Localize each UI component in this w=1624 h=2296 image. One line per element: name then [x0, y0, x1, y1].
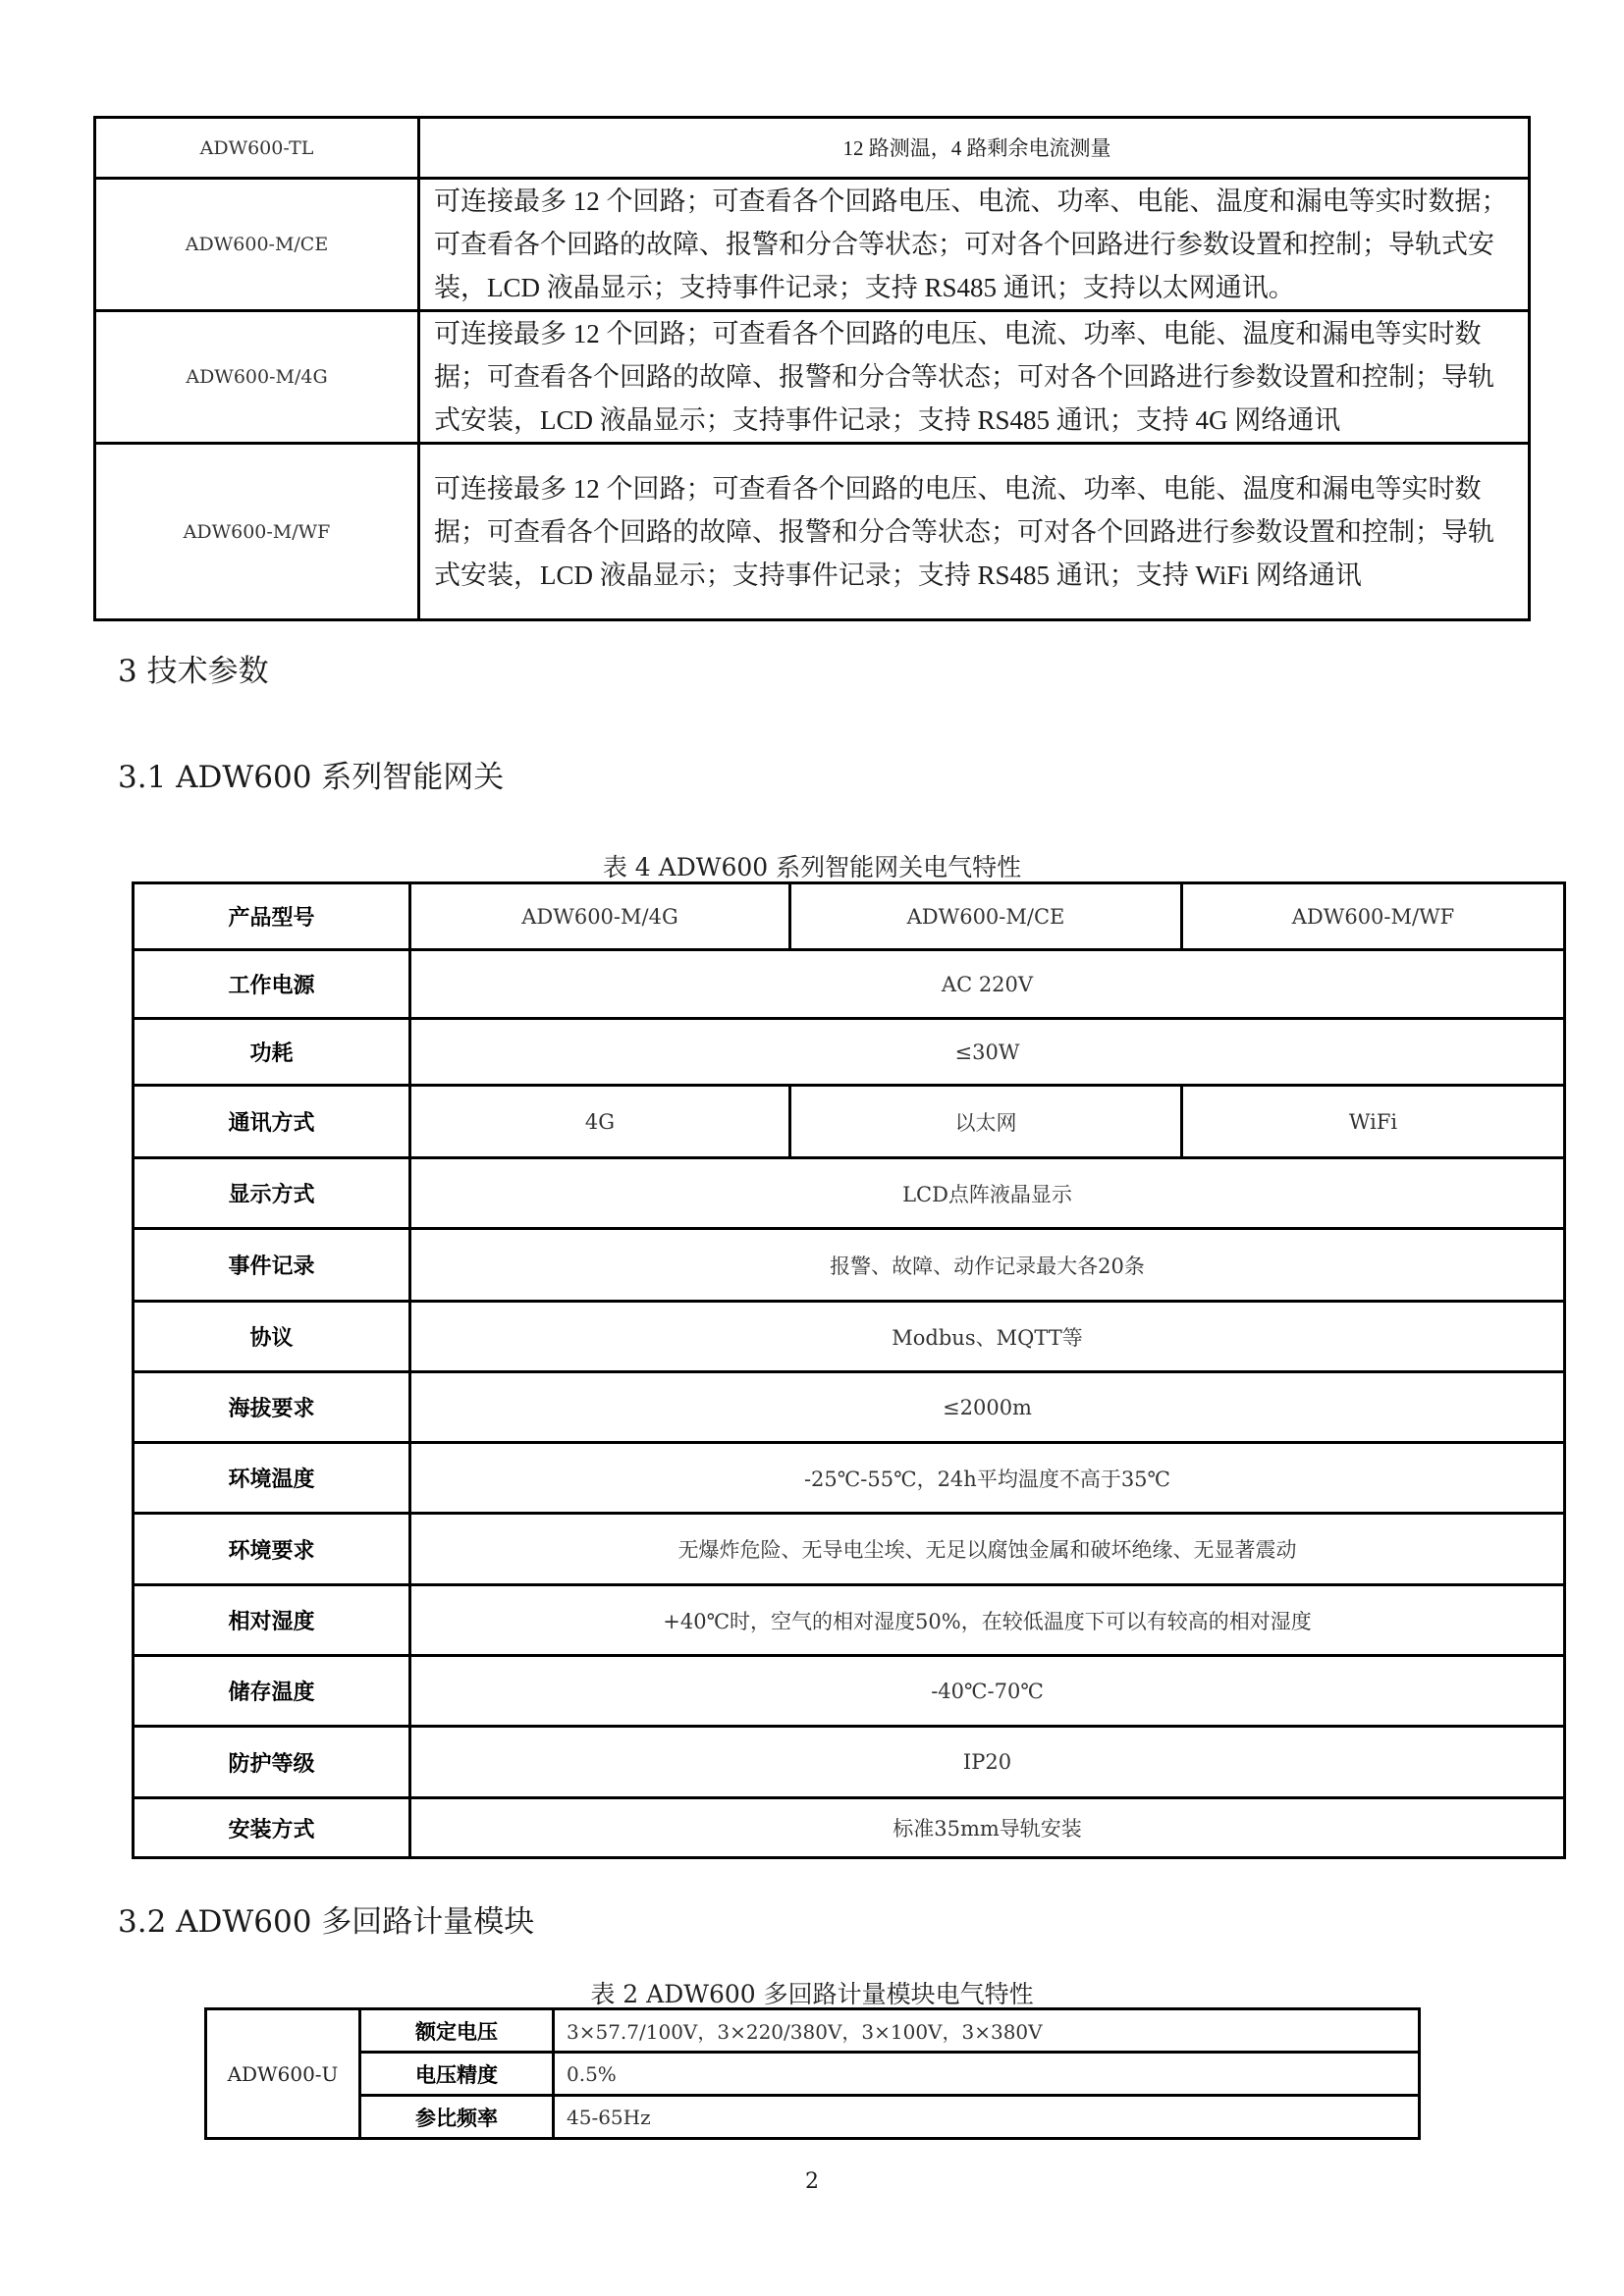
table-caption: 表 4 ADW600 系列智能网关电气特性 — [602, 853, 1022, 881]
metering-module-spec-table — [204, 2007, 1421, 2140]
page-number: 2 — [805, 2169, 819, 2194]
table-row — [95, 179, 1530, 311]
row-value: ≤30W — [410, 1019, 1565, 1086]
row-label: 海拔要求 — [134, 1372, 410, 1443]
row-label: 产品型号 — [134, 883, 410, 950]
model-header: ADW600-M/CE — [790, 883, 1182, 950]
row-label: 防护等级 — [134, 1727, 410, 1798]
row-label: 显示方式 — [134, 1158, 410, 1229]
row-value: 3×57.7/100V，3×220/380V，3×100V，3×380V — [554, 2009, 1420, 2053]
row-label: 额定电压 — [360, 2009, 554, 2053]
row-label: 电压精度 — [360, 2053, 554, 2096]
table-row — [134, 1585, 1565, 1656]
table-row — [95, 444, 1530, 620]
row-label: 工作电源 — [134, 950, 410, 1019]
row-label: 通讯方式 — [134, 1086, 410, 1158]
table-row — [134, 1158, 1565, 1229]
table-row — [95, 118, 1530, 179]
description-cell: 可连接最多 12 个回路；可查看各个回路的电压、电流、功率、电能、温度和漏电等实时数据；可查看各个回路的故障、报警和分合等状态；可对各个回路进行参数设置和控制；导轨式安装，LCD 液晶显示；支持事件记录；支持 RS485 通讯；支持 4G 网络通讯 — [419, 311, 1530, 444]
table-row — [134, 1019, 1565, 1086]
table-row — [134, 1727, 1565, 1798]
model-cell: ADW600-M/WF — [95, 444, 419, 620]
model-cell: ADW600-M/CE — [95, 179, 419, 311]
row-value: 报警、故障、动作记录最大各20条 — [410, 1229, 1565, 1302]
table-row — [206, 2009, 1420, 2053]
row-label: 相对湿度 — [134, 1585, 410, 1656]
table-row — [134, 883, 1565, 950]
model-cell: ADW600-M/4G — [95, 311, 419, 444]
table-row — [206, 2096, 1420, 2139]
row-value: Modbus、MQTT等 — [410, 1302, 1565, 1372]
row-label: 储存温度 — [134, 1656, 410, 1727]
row-value: 无爆炸危险、无导电尘埃、无足以腐蚀金属和破坏绝缘、无显著震动 — [410, 1514, 1565, 1585]
row-value: 45-65Hz — [554, 2096, 1420, 2139]
table-caption: 表 2 ADW600 多回路计量模块电气特性 — [590, 1980, 1034, 2008]
row-value: 标准35mm导轨安装 — [410, 1798, 1565, 1858]
comm-value: 以太网 — [790, 1086, 1182, 1158]
model-cell: ADW600-TL — [95, 118, 419, 179]
table-row — [134, 1372, 1565, 1443]
section-heading: 3.2 ADW600 多回路计量模块 — [118, 1904, 535, 1940]
description-cell: 可连接最多 12 个回路；可查看各个回路的电压、电流、功率、电能、温度和漏电等实时数据；可查看各个回路的故障、报警和分合等状态；可对各个回路进行参数设置和控制；导轨式安装，LCD 液晶显示；支持事件记录；支持 RS485 通讯；支持 WiFi 网络通讯 — [419, 444, 1530, 620]
comm-value: 4G — [410, 1086, 790, 1158]
table-row — [134, 950, 1565, 1019]
gateway-spec-table — [132, 881, 1566, 1859]
table-row — [134, 1798, 1565, 1858]
row-value: AC 220V — [410, 950, 1565, 1019]
section-heading: 3 技术参数 — [118, 654, 269, 689]
table-row — [134, 1086, 1565, 1158]
row-value: ≤2000m — [410, 1372, 1565, 1443]
row-label: 环境温度 — [134, 1443, 410, 1514]
row-value: -40℃-70℃ — [410, 1656, 1565, 1727]
product-description-table — [93, 116, 1531, 621]
table-row — [134, 1302, 1565, 1372]
row-value: IP20 — [410, 1727, 1565, 1798]
row-label: 环境要求 — [134, 1514, 410, 1585]
row-value: 0.5% — [554, 2053, 1420, 2096]
table-row — [134, 1229, 1565, 1302]
description-cell: 可连接最多 12 个回路；可查看各个回路电压、电流、功率、电能、温度和漏电等实时数据；可查看各个回路的故障、报警和分合等状态；可对各个回路进行参数设置和控制；导轨式安装，LCD 液晶显示；支持事件记录；支持 RS485 通讯；支持以太网通讯。 — [419, 179, 1530, 311]
row-label: 事件记录 — [134, 1229, 410, 1302]
table-row — [134, 1656, 1565, 1727]
row-label: 功耗 — [134, 1019, 410, 1086]
model-header: ADW600-M/WF — [1182, 883, 1565, 950]
table-row — [134, 1514, 1565, 1585]
model-header: ADW600-M/4G — [410, 883, 790, 950]
row-label: 协议 — [134, 1302, 410, 1372]
row-label: 安装方式 — [134, 1798, 410, 1858]
row-value: +40℃时，空气的相对湿度50%，在较低温度下可以有较高的相对湿度 — [410, 1585, 1565, 1656]
row-label: 参比频率 — [360, 2096, 554, 2139]
row-value: LCD点阵液晶显示 — [410, 1158, 1565, 1229]
description-cell: 12 路测温，4 路剩余电流测量 — [419, 118, 1530, 179]
comm-value: WiFi — [1182, 1086, 1565, 1158]
row-value: -25℃-55℃，24h平均温度不高于35℃ — [410, 1443, 1565, 1514]
table-row — [95, 311, 1530, 444]
table-row — [206, 2053, 1420, 2096]
table-row — [134, 1443, 1565, 1514]
model-cell: ADW600-U — [206, 2009, 360, 2139]
section-heading: 3.1 ADW600 系列智能网关 — [118, 760, 505, 795]
